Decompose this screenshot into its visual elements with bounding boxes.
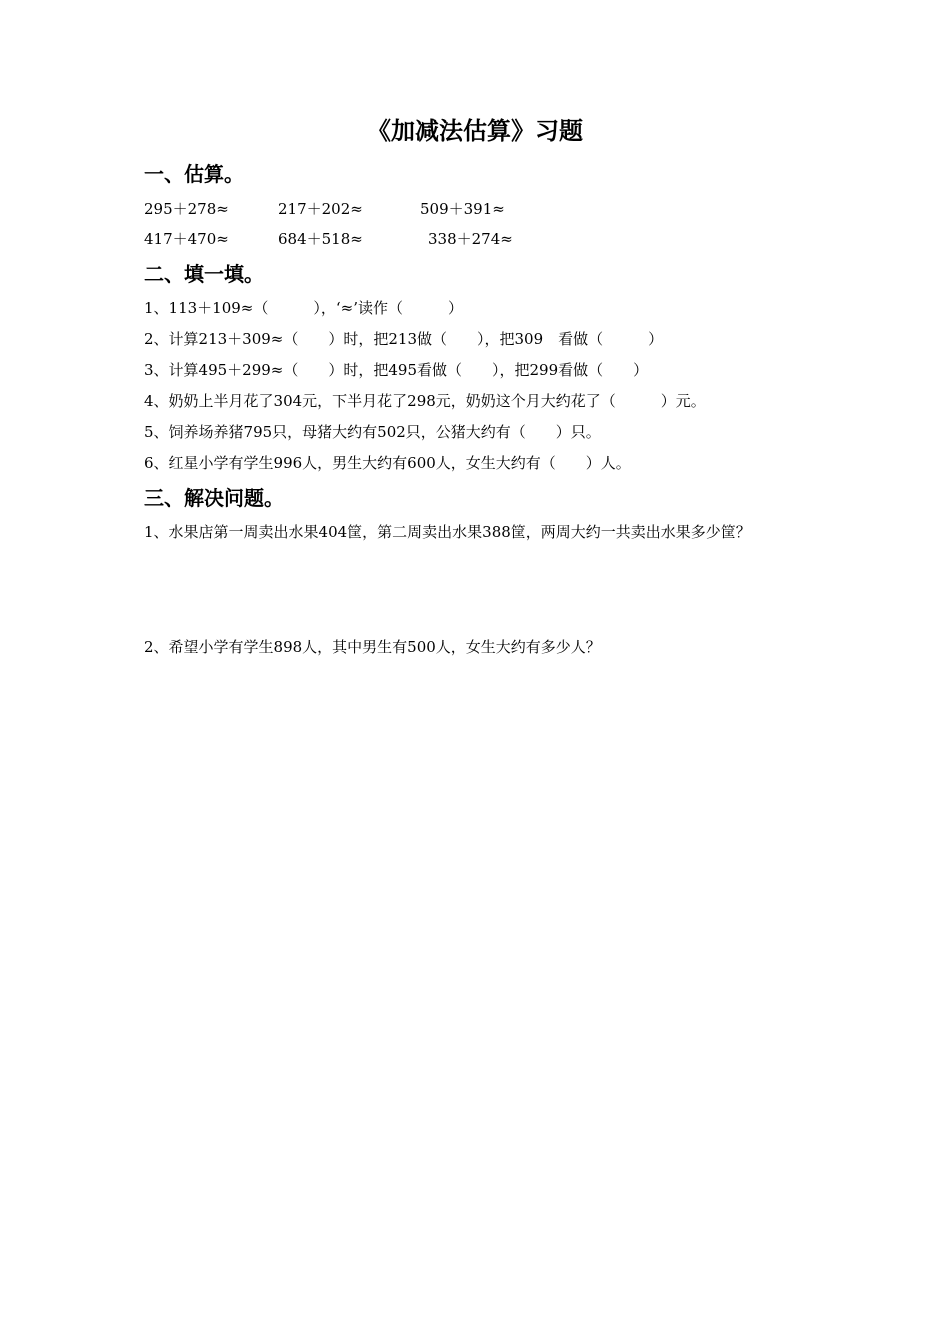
section-1-heading: 一、估算。	[144, 162, 244, 186]
estimate-expression: 509＋391≈	[420, 200, 505, 218]
fill-blank-item: 1、113＋109≈（ ），‘≈’读作（ ）	[144, 299, 463, 317]
estimate-expression: 684＋518≈	[278, 230, 363, 248]
word-problem: 1、水果店第一周卖出水果404筐，第二周卖出水果388筐，两周大约一共卖出水果多少筐？	[144, 523, 751, 541]
page-title: 《加减法估算》习题	[367, 116, 583, 145]
estimate-expression: 338＋274≈	[428, 230, 513, 248]
estimate-expression: 295＋278≈	[144, 200, 229, 218]
section-3-heading: 三、解决问题。	[144, 486, 284, 510]
estimate-expression: 417＋470≈	[144, 230, 229, 248]
fill-blank-item: 3、计算495＋299≈（ ）时，把495看做（ ），把299看做（ ）	[144, 361, 649, 379]
section-2-heading: 二、填一填。	[144, 262, 264, 286]
word-problem: 2、希望小学有学生898人，其中男生有500人，女生大约有多少人？	[144, 638, 601, 656]
fill-blank-item: 4、奶奶上半月花了304元，下半月花了298元，奶奶这个月大约花了（ ）元。	[144, 392, 706, 410]
fill-blank-item: 2、计算213＋309≈（ ）时，把213做（ ），把309 看做（ ）	[144, 330, 664, 348]
fill-blank-item: 5、饲养场养猪795只，母猪大约有502只，公猪大约有（ ）只。	[144, 423, 601, 441]
fill-blank-item: 6、红星小学有学生996人，男生大约有600人，女生大约有（ ）人。	[144, 454, 631, 472]
estimate-expression: 217＋202≈	[278, 200, 363, 218]
